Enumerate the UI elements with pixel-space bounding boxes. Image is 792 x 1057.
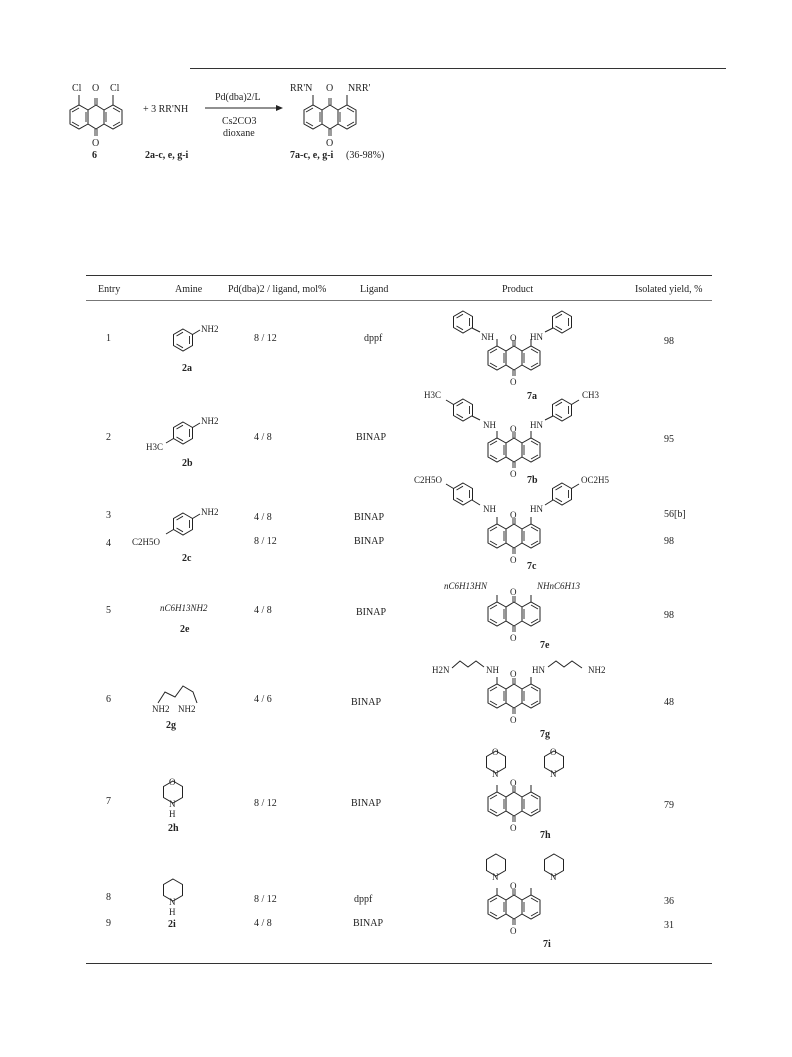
amine-2g-structure [158, 686, 197, 703]
entry-1: 1 [106, 333, 111, 344]
product-7g-label: 7g [540, 729, 550, 740]
amine-2g-label: 2g [166, 720, 176, 731]
product-7h-label: 7h [540, 830, 551, 841]
amine-2b-structure [166, 422, 200, 444]
product-7c-label: 7c [527, 561, 537, 572]
amine-2c-label: 2c [182, 553, 192, 564]
product-sub-left: RR'N [290, 83, 313, 94]
product-7g-hn: HN [532, 665, 545, 675]
product-7e-o-top: O [510, 587, 517, 597]
header-ratio: Pd(dba)2 / ligand, mol% [228, 284, 327, 295]
entry-7: 7 [106, 796, 111, 807]
amine-2a-label: 2a [182, 363, 192, 374]
yield-5: 98 [664, 610, 674, 621]
product-7b-nh: NH [483, 420, 496, 430]
entry-5: 5 [106, 605, 111, 616]
product-7-structure [304, 95, 356, 136]
product-7i-o-bottom: O [510, 926, 517, 936]
header-yield: Isolated yield, % [635, 284, 703, 295]
product-o-top: O [326, 83, 334, 94]
product-7b-o-top: O [510, 424, 517, 434]
product-7g-nh2: NH2 [588, 665, 606, 675]
ligand-6: BINAP [351, 697, 382, 708]
entry-6: 6 [106, 694, 111, 705]
product-7b-h3c: H3C [424, 390, 442, 400]
product-7e-right: NHnC6H13 [537, 581, 581, 591]
entry-3: 3 [106, 510, 111, 521]
product-7b-hn: HN [530, 420, 543, 430]
product-yield: (36-98%) [346, 150, 385, 161]
product-7b-o-bottom: O [510, 469, 517, 479]
amine-2c-structure [166, 513, 200, 535]
yield-8: 36 [664, 896, 674, 907]
product-7a-hn: HN [530, 332, 543, 342]
product-7a-structure [454, 311, 572, 376]
ratio-2: 4 / 8 [254, 432, 272, 443]
header-entry: Entry [98, 284, 121, 295]
yield-7: 79 [664, 800, 674, 811]
entry-2: 2 [106, 432, 111, 443]
product-7c-hn: HN [530, 504, 543, 514]
ratio-3: 4 / 8 [254, 512, 272, 523]
header-amine: Amine [175, 284, 203, 295]
product-sub-right: NRR' [348, 83, 371, 94]
ratio-6: 4 / 6 [254, 694, 272, 705]
product-7c-oc2h5: OC2H5 [581, 475, 610, 485]
product-7g-nh: NH [486, 665, 499, 675]
product-7a-nh: NH [481, 332, 494, 342]
ratio-8: 8 / 12 [254, 894, 277, 905]
amine-2a-nh2: NH2 [201, 324, 219, 334]
product-7g-structure [452, 661, 582, 714]
ligand-9: BINAP [353, 918, 384, 929]
product-7i-n-left: N [492, 872, 499, 882]
reactant-o-bottom: O [92, 138, 100, 149]
amine-2a-structure [174, 329, 201, 351]
reactant-label: 6 [92, 150, 97, 161]
reagent-base: Cs2CO3 [222, 116, 257, 127]
ratio-7: 8 / 12 [254, 798, 277, 809]
ligand-8: dppf [354, 894, 373, 905]
amine-2e-formula: nC6H13NH2 [160, 603, 208, 613]
product-7c-o-top: O [510, 510, 517, 520]
product-7a-label: 7a [527, 391, 537, 402]
product-o-bottom: O [326, 138, 334, 149]
amine-2h-n: N [169, 799, 176, 809]
reactant-cl-right: Cl [110, 83, 120, 94]
product-7h-o-bottom: O [510, 823, 517, 833]
amine-2h-o: O [169, 777, 176, 787]
amine-2b-h3c: H3C [146, 442, 164, 452]
amine-2i-h: H [169, 907, 176, 917]
entry-4: 4 [106, 538, 111, 549]
product-7h-n-right: N [550, 769, 557, 779]
product-7g-o-bottom: O [510, 715, 517, 725]
yield-3: 56[b] [664, 509, 686, 520]
yield-4: 98 [664, 536, 674, 547]
amine-2e-label: 2e [180, 624, 190, 635]
amine-2g-nh2-right: NH2 [178, 704, 196, 714]
amine-2i-label: 2i [168, 919, 176, 930]
ligand-5: BINAP [356, 607, 387, 618]
product-7a-o-top: O [510, 333, 517, 343]
table-structures [0, 300, 792, 965]
reaction-scheme [0, 0, 792, 200]
amine-2c-c2h5o: C2H5O [132, 537, 161, 547]
entry-8: 8 [106, 892, 111, 903]
product-7c-nh: NH [483, 504, 496, 514]
reagent-solvent: dioxane [223, 128, 255, 139]
amine-2g-nh2-left: NH2 [152, 704, 170, 714]
ligand-1: dppf [364, 333, 383, 344]
product-7i-structure [487, 854, 564, 925]
ligand-3: BINAP [354, 512, 385, 523]
amine-2c-nh2: NH2 [201, 507, 219, 517]
amine-2b-nh2: NH2 [201, 416, 219, 426]
yield-9: 31 [664, 920, 674, 931]
product-7h-o-right: O [550, 747, 557, 757]
product-7c-o-bottom: O [510, 555, 517, 565]
product-7c-c2h5o: C2H5O [414, 475, 443, 485]
ratio-9: 4 / 8 [254, 918, 272, 929]
amine-2h-label: 2h [168, 823, 179, 834]
amine-2h-h: H [169, 809, 176, 819]
yield-1: 98 [664, 336, 674, 347]
product-7e-structure [488, 595, 540, 632]
yield-2: 95 [664, 434, 674, 445]
product-7b-ch3: CH3 [582, 390, 600, 400]
product-7i-n-right: N [550, 872, 557, 882]
header-product: Product [502, 284, 534, 295]
product-7b-label: 7b [527, 475, 538, 486]
product-7h-n-left: N [492, 769, 499, 779]
ratio-1: 8 / 12 [254, 333, 277, 344]
reactant-o-top: O [92, 83, 100, 94]
product-7e-o-bottom: O [510, 633, 517, 643]
header-ligand: Ligand [360, 284, 389, 295]
product-7h-structure [487, 751, 564, 822]
reactant-cl-left: Cl [72, 83, 82, 94]
entry-9: 9 [106, 918, 111, 929]
product-7g-h2n: H2N [432, 665, 450, 675]
yield-6: 48 [664, 697, 674, 708]
ratio-4: 8 / 12 [254, 536, 277, 547]
amine-2i-n: N [169, 897, 176, 907]
product-7i-label: 7i [543, 939, 551, 950]
product-7g-o-top: O [510, 669, 517, 679]
plus-amine: + 3 RR'NH [143, 104, 189, 115]
product-7e-label: 7e [540, 640, 550, 651]
reagent-catalyst: Pd(dba)2/L [215, 92, 261, 103]
product-7h-o-left: O [492, 747, 499, 757]
product-7i-o-top: O [510, 881, 517, 891]
product-7e-left: nC6H13HN [444, 581, 488, 591]
table-top-rule [86, 275, 712, 276]
product-7h-o-top: O [510, 778, 517, 788]
ligand-4: BINAP [354, 536, 385, 547]
ligand-7: BINAP [351, 798, 382, 809]
amine-label: 2a-c, e, g-i [145, 150, 189, 161]
reactant-6-structure [70, 95, 122, 136]
amine-2b-label: 2b [182, 458, 193, 469]
product-label: 7a-c, e, g-i [290, 150, 334, 161]
ratio-5: 4 / 8 [254, 605, 272, 616]
ligand-2: BINAP [356, 432, 387, 443]
product-7a-o-bottom: O [510, 377, 517, 387]
